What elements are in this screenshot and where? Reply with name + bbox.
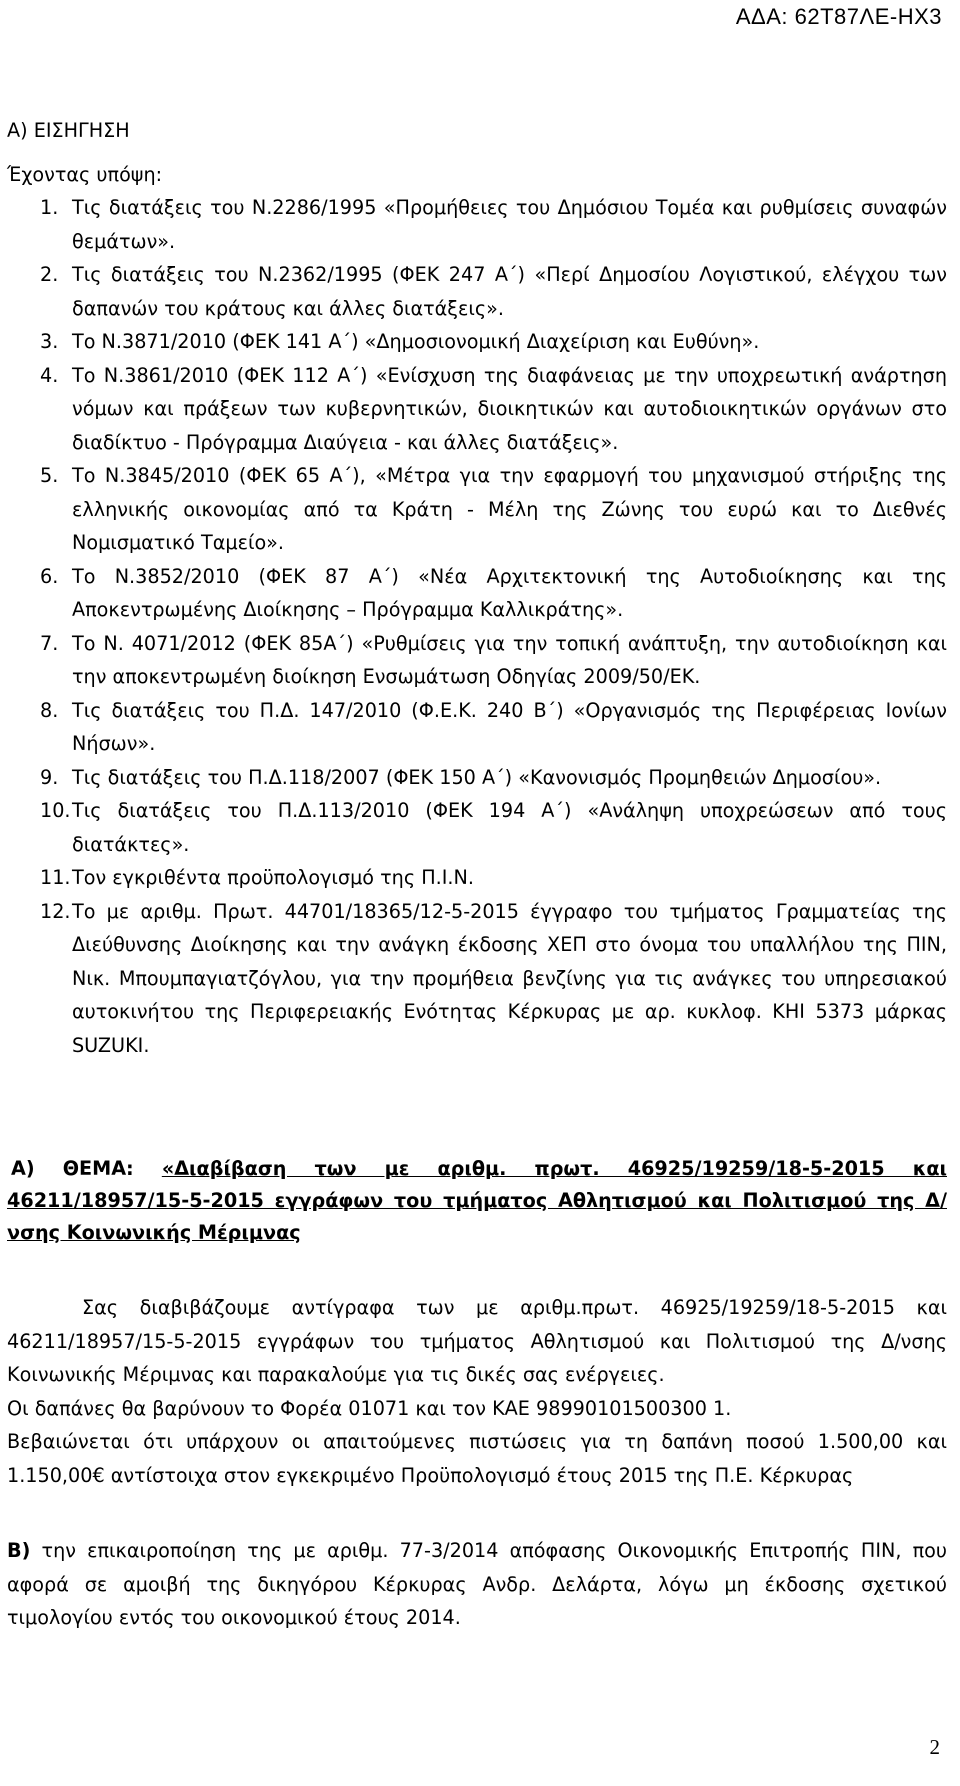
item-number: 3.	[40, 330, 59, 353]
list-item	[7, 794, 947, 861]
list-item	[7, 359, 947, 460]
section-b-label: Β)	[7, 1539, 31, 1562]
body-paragraph-expenses: Οι δαπάνες θα βαρύνουν το Φορέα 01071 και τον ΚΑΕ 98990101500300 1.	[7, 1396, 732, 1420]
list-item	[7, 761, 947, 795]
list-item	[7, 627, 947, 694]
ada-code: ΑΔΑ: 62Τ87ΛΕ-ΗΧ3	[735, 4, 942, 29]
item-number: 9.	[40, 765, 59, 789]
item-text: Το Ν. 4071/2012 (ΦΕΚ 85Α΄) «Ρυθμίσεις για την τοπική ανάπτυξη, την αυτοδιοίκηση και την αποκεντρωμένη διοίκηση Ενσωμάτωση Οδηγίας 2009/50/ΕΚ.	[72, 631, 947, 688]
item-text: Τις διατάξεις του Π.Δ.113/2010 (ΦΕΚ 194 Α΄) «Ανάληψη υποχρεώσεων από τους διατάκτες».	[72, 799, 947, 856]
list-item	[7, 560, 947, 627]
item-number: 12.	[40, 899, 71, 923]
list-item	[7, 191, 947, 258]
intro-title: Α) ΕΙΣΗΓΗΣΗ	[7, 119, 130, 142]
item-number: 5.	[40, 464, 59, 487]
body-paragraph-forwarding: Σας διαβιβάζουμε αντίγραφα των με αριθμ.πρωτ. 46925/19259/18-5-2015 και 46211/18957/15-5-2015 εγγράφων του τμήματος Αθλητισμού και Πολιτισμού της Δ/νσης Κοινωνικής Μέριμνας και παρακαλούμε για τις δικές σας ενέργειες.	[7, 1296, 947, 1386]
subject-label: Α) ΘΕΜΑ:	[11, 1157, 134, 1180]
item-number: 6.	[40, 564, 59, 588]
item-number: 2.	[40, 263, 59, 286]
item-number: 8.	[40, 698, 59, 722]
item-text: Τις διατάξεις του Ν.2286/1995 «Προμήθειες του Δημόσιου Τομέα και ρυθμίσεις συναφών θεμάτων».	[72, 196, 947, 253]
item-number: 4.	[40, 363, 59, 387]
item-text: Το Ν.3852/2010 (ΦΕΚ 87 Α΄) «Νέα Αρχιτεκτονική της Αυτοδιοίκησης και της Αποκεντρωμένης Διοίκησης – Πρόγραμμα Καλλικράτης».	[72, 564, 947, 621]
list-item	[7, 861, 947, 895]
list-item	[7, 258, 947, 325]
item-text: Τον εγκριθέντα προϋπολογισμό της Π.Ι.Ν.	[72, 866, 474, 889]
item-number: 10.	[40, 799, 71, 822]
list-item	[7, 895, 947, 1063]
list-item	[7, 325, 947, 359]
item-text: Τις διατάξεις του Π.Δ.118/2007 (ΦΕΚ 150 Α΄) «Κανονισμός Προμηθειών Δημοσίου».	[72, 765, 882, 789]
item-text: Το Ν.3861/2010 (ΦΕΚ 112 Α΄) «Ενίσχυση της διαφάνειας με την υποχρεωτική ανάρτηση νόμων και πράξεων των κυβερνητικών, διοικητικών και αυτοδιοικητικών οργάνων στο διαδίκτυο - Πρόγραμμα Διαύγεια - και άλλες διατάξεις».	[72, 363, 947, 454]
subject-text: «Διαβίβαση των με αριθμ. πρωτ. 46925/19259/18-5-2015 και 46211/18957/15-5-2015 εγγράφων του τμήματος Αθλητισμού και Πολιτισμού της Δ/νσης Κοινωνικής Μέριμνας	[7, 1157, 947, 1244]
item-text: Το Ν.3845/2010 (ΦΕΚ 65 Α΄), «Μέτρα για την εφαρμογή του μηχανισμού στήριξης της ελληνικής οικονομίας από τα Κράτη - Μέλη της Ζώνης του ευρώ και το Διεθνές Νομισματικό Ταμείο».	[72, 464, 947, 554]
page-number: 2	[929, 1735, 940, 1759]
section-b-text: την επικαιροποίηση της με αριθμ. 77-3/2014 απόφασης Οικονομικής Επιτροπής ΠΙΝ, που αφορά σε αμοιβή της δικηγόρου Κέρκυρας Ανδρ. Δελάρτα, λόγω μη έκδοσης σχετικού τιμολογίου εντός του οικονομικού έτους 2014.	[7, 1539, 947, 1629]
item-text: Το Ν.3871/2010 (ΦΕΚ 141 Α΄) «Δημοσιονομική Διαχείριση και Ευθύνη».	[72, 330, 760, 353]
item-text: Τις διατάξεις του Π.Δ. 147/2010 (Φ.Ε.Κ. 240 Β΄) «Οργανισμός της Περιφέρειας Ιονίων Νήσων».	[72, 698, 947, 755]
list-item	[7, 459, 947, 560]
item-number: 7.	[40, 631, 59, 655]
having-in-mind: Έχοντας υπόψη:	[7, 162, 163, 186]
list-item	[7, 694, 947, 761]
references-list	[7, 191, 947, 1062]
item-text: Τις διατάξεις του Ν.2362/1995 (ΦΕΚ 247 Α΄) «Περί Δημοσίου Λογιστικού, ελέγχου των δαπανών του κράτους και άλλες διατάξεις».	[72, 263, 947, 320]
body-paragraph-credits: Βεβαιώνεται ότι υπάρχουν οι απαιτούμενες πιστώσεις για τη δαπάνη ποσού 1.500,00 και 1.150,00€ αντίστοιχα στον εγκεκριμένο Προϋπολογισμό έτους 2015 της Π.Ε. Κέρκυρας	[7, 1430, 947, 1487]
subject-heading	[7, 1153, 947, 1249]
item-number: 11.	[40, 866, 71, 889]
section-b	[7, 1534, 947, 1635]
item-text: Το με αριθμ. Πρωτ. 44701/18365/12-5-2015 έγγραφο του τμήματος Γραμματείας της Διεύθυνσης Διοίκησης και την ανάγκη έκδοσης ΧΕΠ στο όνομα του υπαλλήλου της ΠΙΝ, Νικ. Μπουμπαγιατζόγλου, για την προμήθεια βενζίνης για τις ανάγκες του υπηρεσιακού αυτοκινήτου της Περιφερειακής Ενότητας Κέρκυρας με αρ. κυκλοφ. ΚΗΙ 5373 μάρκας SUZUKI.	[72, 899, 947, 1057]
item-number: 1.	[40, 196, 59, 219]
document-body	[7, 114, 947, 1635]
